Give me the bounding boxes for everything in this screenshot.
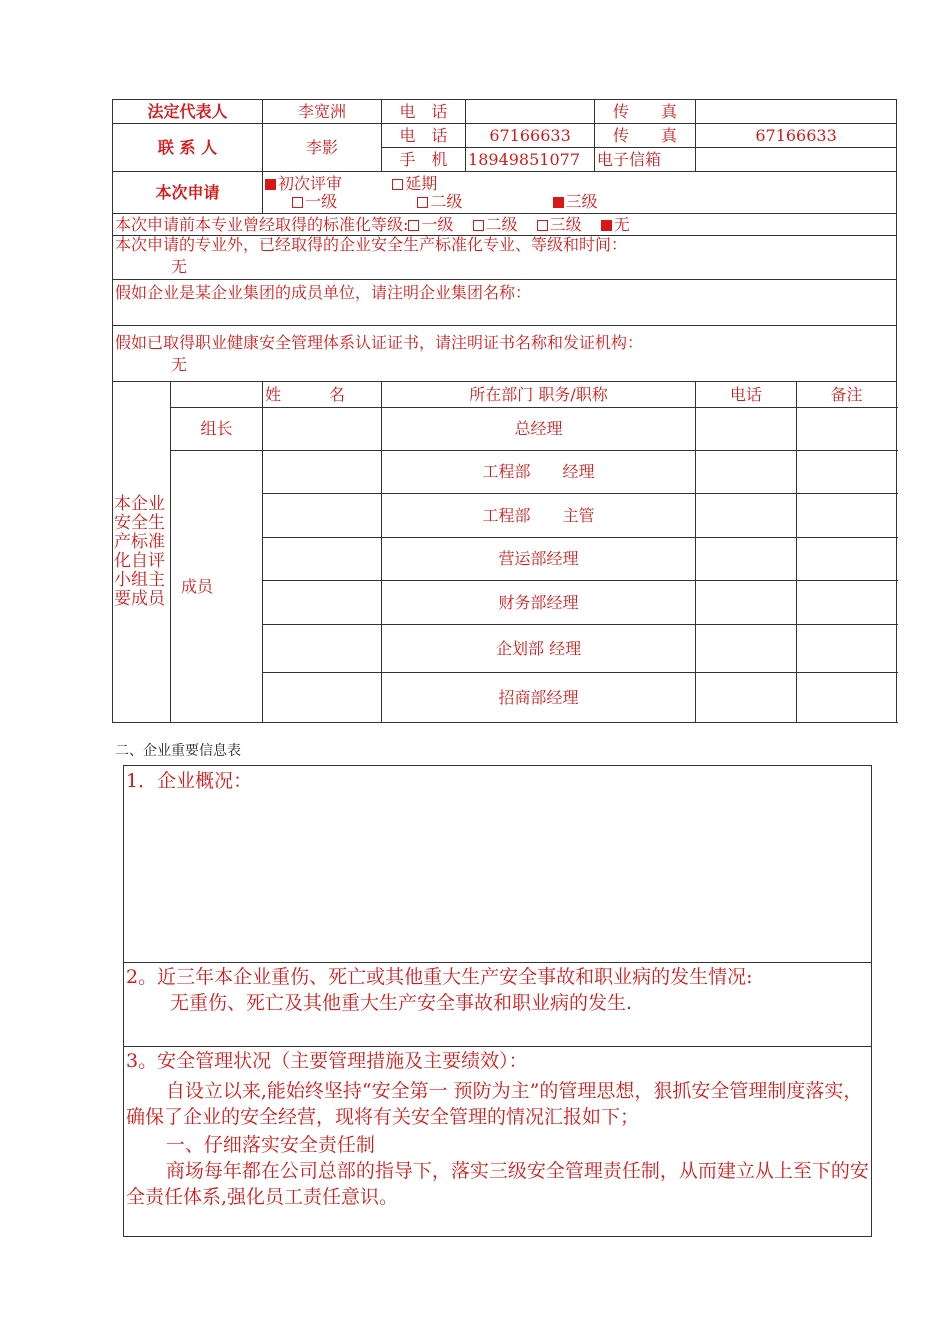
checkbox-first-review[interactable] (265, 179, 276, 190)
safety-status-cell (124, 1047, 871, 1236)
prev-level-row (113, 214, 897, 236)
member-label: 成员 (171, 451, 263, 723)
cert-text: 假如已取得职业健康安全管理体系认证证书，请注明证书名称和发证机构： (115, 332, 644, 352)
email-value (696, 148, 897, 172)
apply-label: 本次申请 (113, 172, 263, 214)
s3-title: 3。安全管理状况（主要管理措施及主要绩效）： (126, 1050, 528, 1072)
prev-l1: 一级 (421, 214, 454, 234)
checkbox-level1[interactable] (292, 197, 303, 208)
fax-label: 传 真 (595, 100, 696, 124)
corner-blank (171, 382, 263, 408)
cert-row (113, 326, 897, 382)
contact-fax: 67166633 (696, 124, 897, 148)
member-dept: 财务部经理 (382, 581, 696, 625)
s3-p2: 商场每年都在公司总部的指导下，落实三级安全管理责任制，从而建立从上至下的安全责任体系,强化员工责任意识。 (126, 1160, 869, 1208)
checkbox-prev-l2[interactable] (473, 220, 484, 231)
member-dept: 营运部经理 (382, 538, 696, 581)
col-phone: 电话 (696, 382, 797, 408)
other-std-text: 本次申请的专业外，已经取得的企业安全生产标准化专业、等级和时间： (115, 235, 628, 254)
contact-name: 李影 (263, 124, 382, 172)
legal-rep-label: 法定代表人 (113, 100, 263, 124)
s1-title: 1．企业概况： (126, 770, 253, 792)
company-overview-cell (124, 766, 871, 963)
s2-body: 无重伤、死亡及其他重大生产安全事故和职业病的发生. (170, 992, 633, 1014)
prev-l2: 二级 (485, 214, 518, 234)
s3-p1: 自设立以来,能始终坚持“安全第一 预防为主”的管理思想，狠抓安全管理制度落实，确保了企业的安全经营，现将有关安全管理的情况汇报如下； (126, 1080, 863, 1128)
phone-label: 电 话 (382, 100, 466, 124)
mobile-label: 手 机 (382, 148, 466, 172)
application-info-table (112, 99, 897, 723)
contact-label: 联 系 人 (113, 124, 263, 172)
leader-name (263, 408, 382, 451)
prev-level-text: 本次申请前本专业曾经取得的标准化等级: (115, 214, 409, 234)
cert-value: 无 (171, 354, 188, 374)
prev-none: 无 (613, 214, 630, 234)
checkbox-prev-l3[interactable] (537, 220, 548, 231)
checkbox-prev-l1[interactable] (408, 220, 419, 231)
contact-phone-label: 电 话 (382, 124, 466, 148)
checkbox-level3[interactable] (553, 197, 564, 208)
other-std-value: 无 (171, 257, 188, 276)
other-std-row (113, 236, 897, 280)
col-name: 姓 名 (263, 382, 382, 408)
checkbox-extend[interactable] (392, 179, 403, 190)
opt-first: 初次评审 (278, 173, 343, 193)
team-label: 本企业安全生产标准化自评小组主要成员 (113, 382, 171, 723)
legal-rep-phone (466, 100, 595, 124)
section-title: 二、企业重要信息表 (115, 743, 241, 759)
checkbox-level2[interactable] (417, 197, 428, 208)
s2-title: 2。近三年本企业重伤、死亡或其他重大生产安全事故和职业病的发生情况: (126, 966, 753, 988)
member-dept: 工程部 主管 (382, 494, 696, 538)
mobile-value: 18949851077 (466, 148, 595, 172)
member-dept: 总经理 (382, 408, 696, 451)
legal-rep-fax (696, 100, 897, 124)
opt-level2: 二级 (430, 191, 463, 211)
important-info-table (123, 765, 872, 1237)
checkbox-prev-none[interactable] (601, 220, 612, 231)
group-text: 假如企业是某企业集团的成员单位，请注明企业集团名称： (115, 283, 532, 302)
email-label: 电子信箱 (595, 148, 696, 172)
opt-level1: 一级 (305, 191, 338, 211)
prev-l3: 三级 (549, 214, 582, 234)
opt-level3: 三级 (565, 191, 598, 211)
member-dept: 工程部 经理 (382, 451, 696, 494)
s3-h1: 一、仔细落实安全责任制 (165, 1134, 375, 1156)
contact-fax-label: 传 真 (595, 124, 696, 148)
leader-label: 组长 (171, 408, 263, 451)
opt-extend: 延期 (405, 173, 438, 193)
apply-options (263, 172, 897, 214)
group-row (113, 280, 897, 326)
legal-rep-name: 李宽洲 (263, 100, 382, 124)
col-dept: 所在部门 职务/职称 (382, 382, 696, 408)
col-note: 备注 (797, 382, 897, 408)
contact-phone: 67166633 (466, 124, 595, 148)
accident-cell (124, 963, 871, 1047)
member-dept: 企划部 经理 (382, 625, 696, 673)
member-dept: 招商部经理 (382, 673, 696, 723)
